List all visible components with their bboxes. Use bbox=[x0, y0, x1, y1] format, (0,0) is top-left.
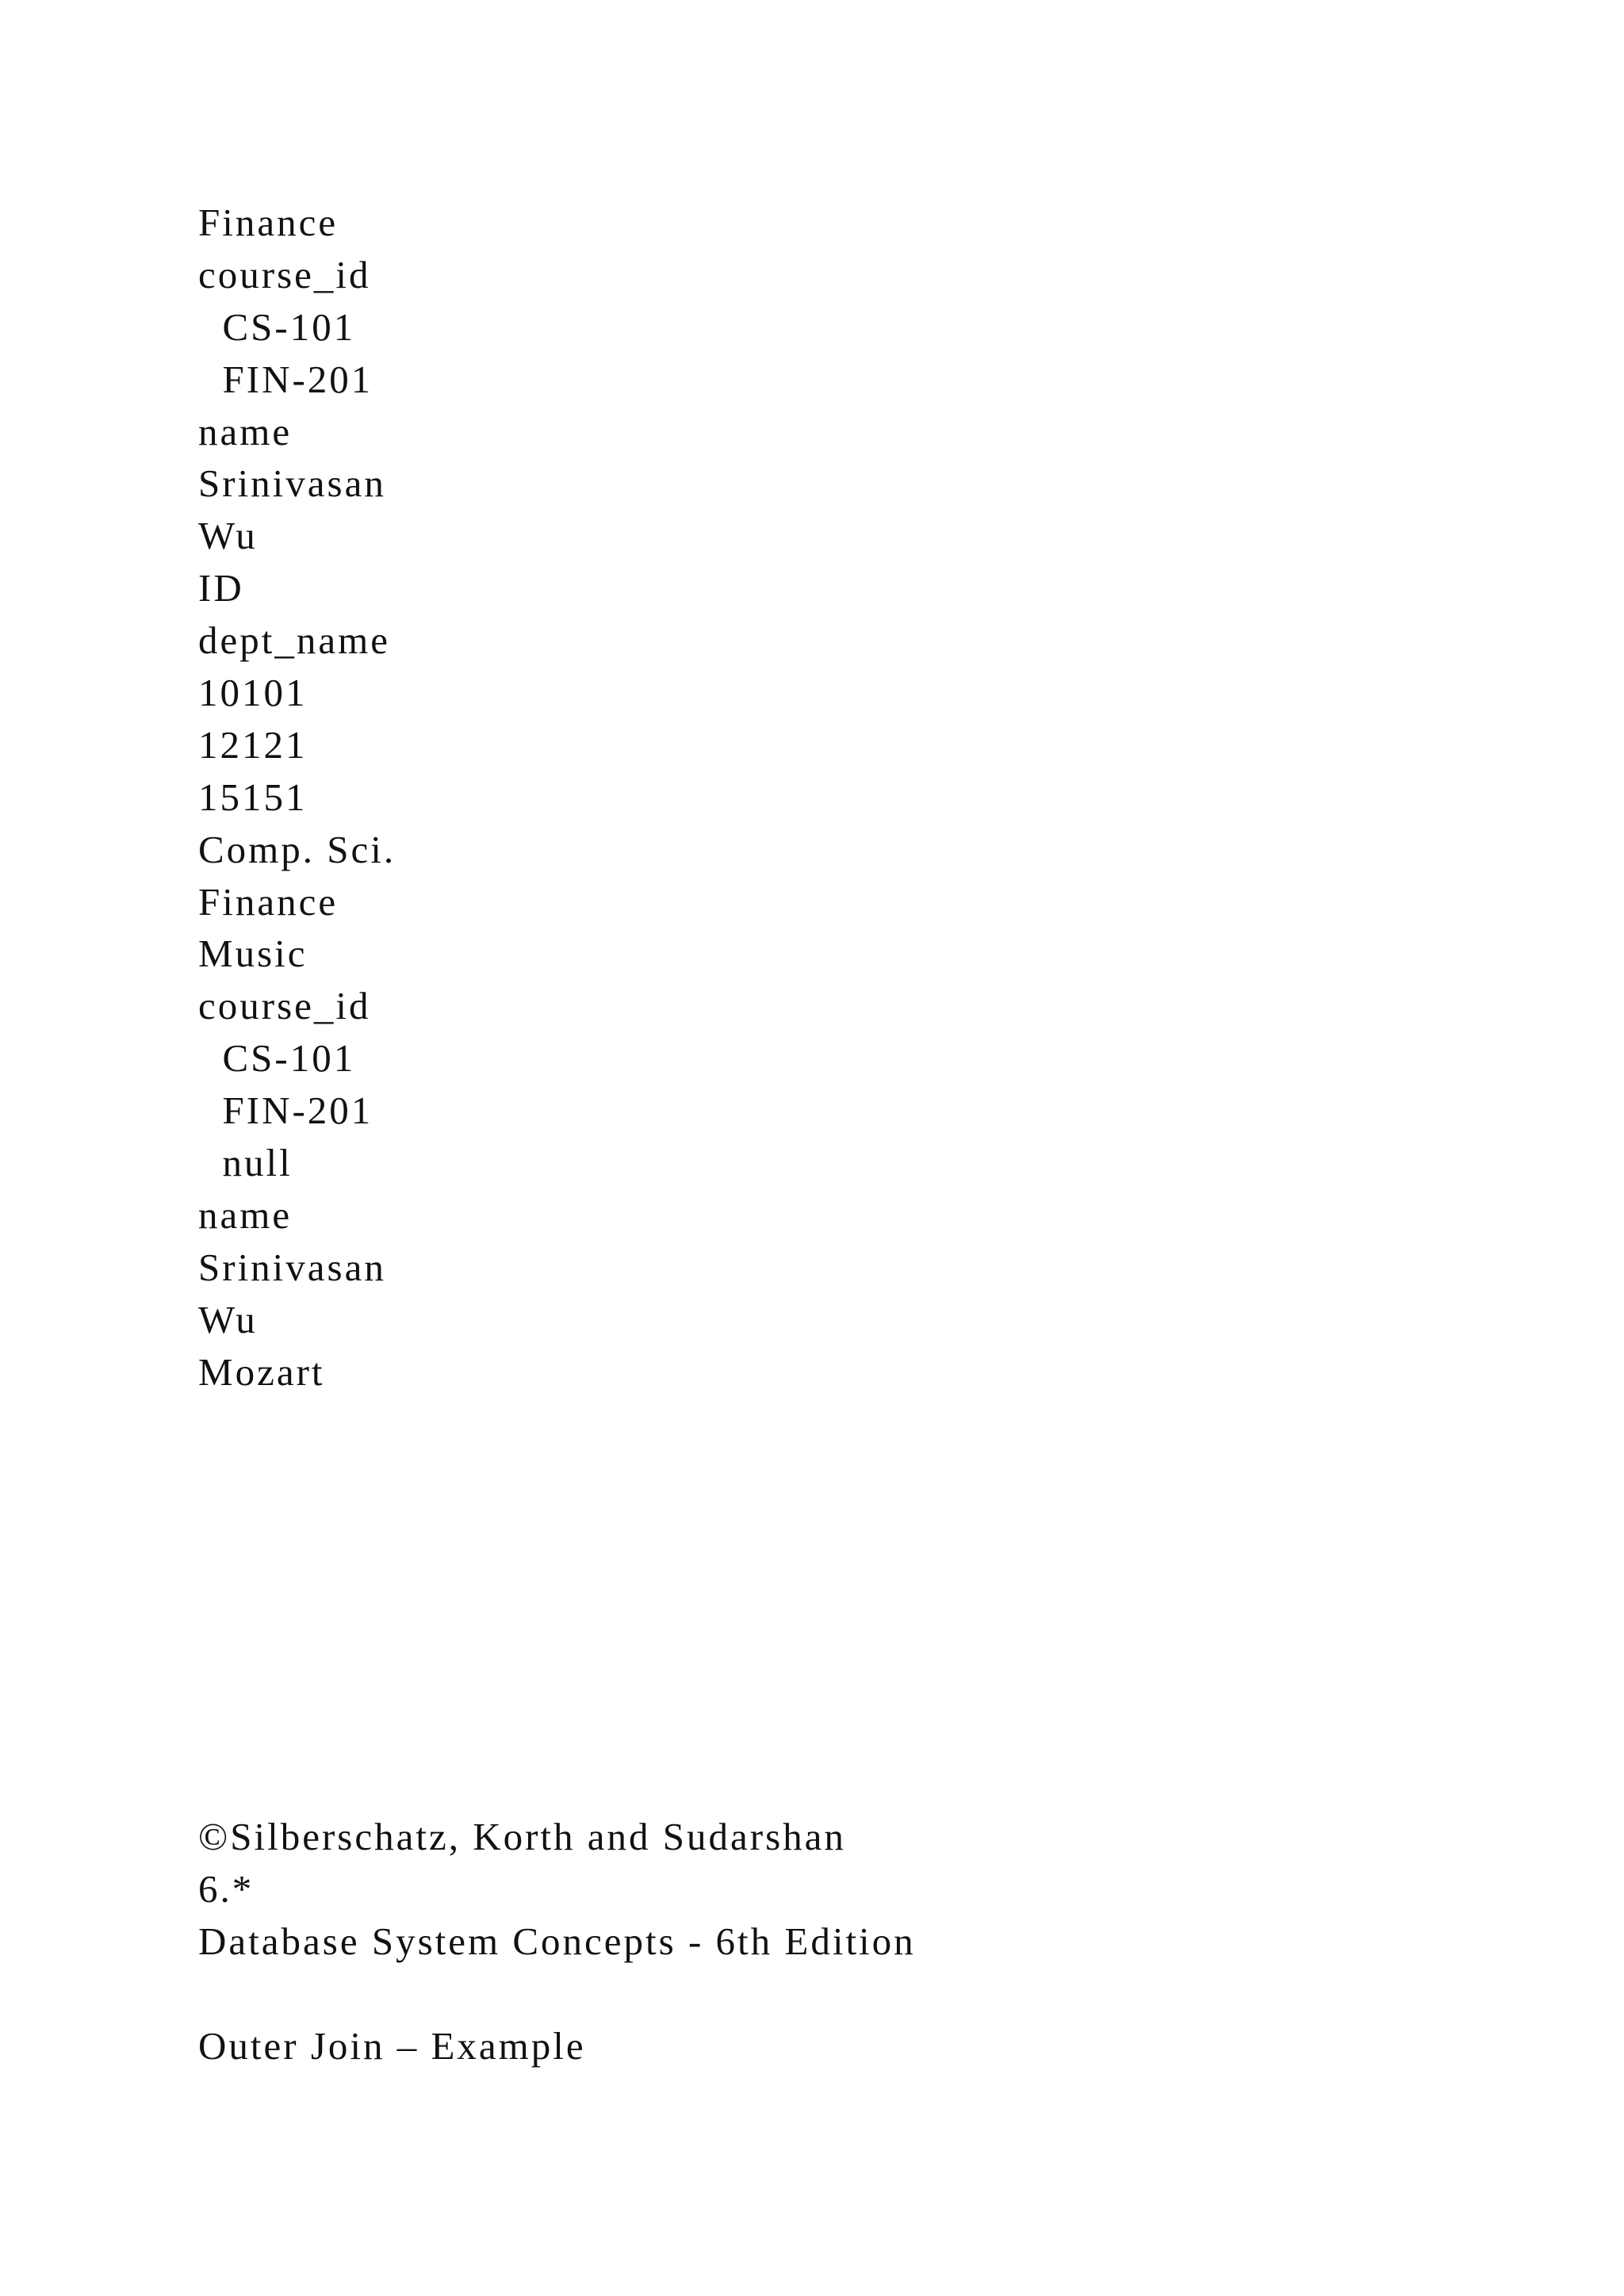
text-line: 15151 bbox=[198, 775, 308, 819]
text-line: name bbox=[198, 1192, 293, 1237]
blank-line bbox=[198, 1968, 916, 2020]
text-line: Comp. Sci. bbox=[198, 827, 396, 871]
text-line: FIN-201 bbox=[198, 1089, 373, 1133]
text-line: Srinivasan bbox=[198, 461, 386, 506]
slide-title: Outer Join – Example bbox=[198, 2023, 586, 2068]
text-line: course_id bbox=[198, 984, 371, 1028]
text-line: Wu bbox=[198, 1297, 258, 1341]
text-line: Finance bbox=[198, 201, 339, 244]
copyright-text: ©Silberschatz, Korth and Sudarshan bbox=[198, 1815, 846, 1858]
text-line: Wu bbox=[198, 514, 258, 558]
text-line: null bbox=[198, 1141, 293, 1185]
text-line: course_id bbox=[198, 252, 371, 297]
relation-content bbox=[198, 197, 396, 1398]
text-line: dept_name bbox=[198, 618, 390, 663]
text-line: CS-101 bbox=[198, 1036, 356, 1081]
slide-footer bbox=[198, 1811, 916, 2072]
text-line: Mozart bbox=[198, 1349, 325, 1394]
text-line: Srinivasan bbox=[198, 1245, 386, 1289]
text-line: 12121 bbox=[198, 722, 308, 767]
text-line: FIN-201 bbox=[198, 357, 373, 401]
book-title: Database System Concepts - 6th Edition bbox=[198, 1919, 916, 1963]
text-line: CS-101 bbox=[198, 304, 356, 349]
text-line: ID bbox=[198, 566, 244, 610]
text-line: Finance bbox=[198, 879, 339, 924]
text-line: 10101 bbox=[198, 671, 308, 715]
text-line: name bbox=[198, 409, 293, 453]
text-line: Music bbox=[198, 932, 308, 976]
slide-number: 6.* bbox=[198, 1866, 255, 1911]
